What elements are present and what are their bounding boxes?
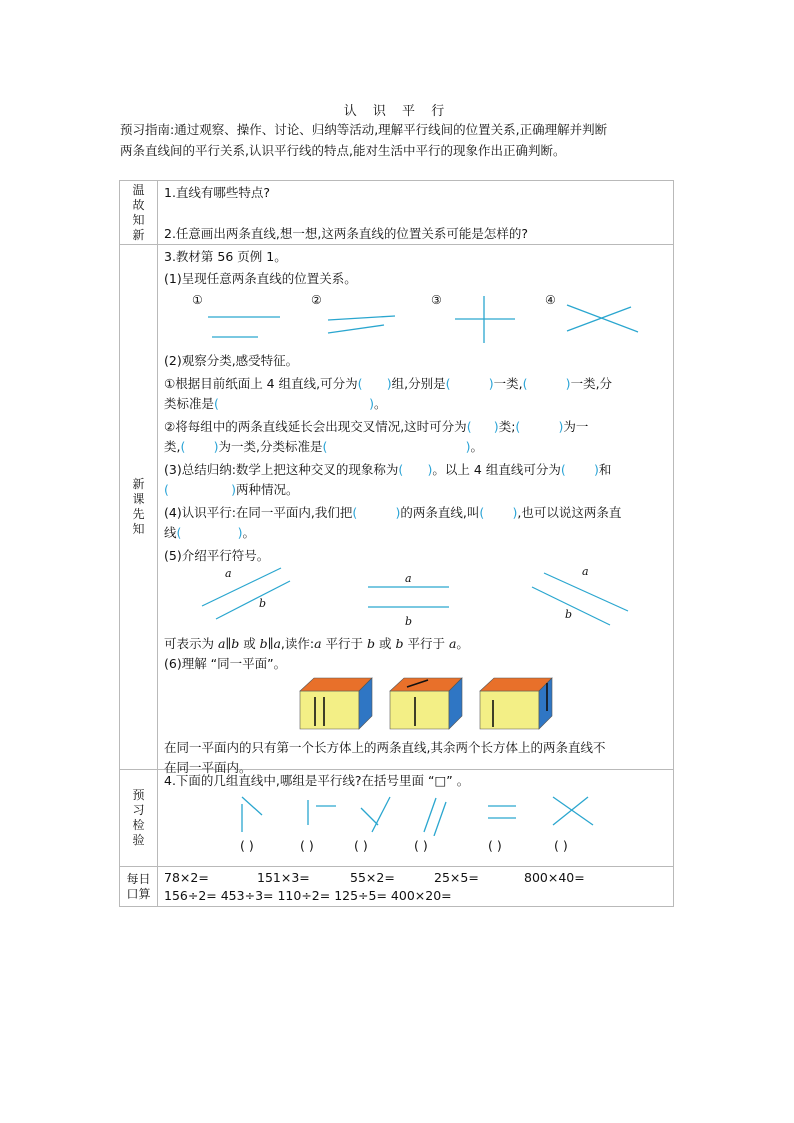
blank-case-a[interactable]: ( ) — [560, 462, 599, 477]
calc-row-2: 156÷2= 453÷3= 110÷2= 125÷5= 400×20= — [164, 888, 452, 903]
review-question-2: 2.任意画出两条直线,想一想,这两条直线的位置关系可能是怎样的? — [164, 226, 529, 241]
blank-parallel-relation[interactable]: ( ) — [176, 525, 243, 540]
blank-case-b[interactable]: ( ) — [164, 482, 236, 497]
step-5-heading: (5)介绍平行符号。 — [164, 548, 270, 563]
pair-mark-1: ① — [192, 293, 203, 307]
review-cell — [158, 181, 674, 245]
cuboid-1 — [300, 678, 372, 729]
calc-item-4: 25×5= — [434, 870, 479, 885]
same-plane-explanation-2: 在同一平面内。 — [164, 760, 252, 775]
cuboid-3 — [480, 678, 552, 729]
slanted-line-a — [202, 568, 281, 606]
cuboids-figure — [158, 673, 675, 737]
blank-extend-class-a[interactable]: ( ) — [515, 419, 564, 434]
answer-bracket-1[interactable]: ( ) — [240, 838, 254, 853]
classify-line-2: 类标准是( ) 。 — [164, 396, 387, 411]
pair2-line-bottom — [328, 325, 384, 333]
blank-extend-count[interactable]: ( ) — [466, 419, 499, 434]
slanted-line-b — [216, 581, 290, 619]
example-heading: 3.教材第 56 页例 1。 — [164, 249, 287, 264]
summary-line-2: ( ) 两种情况。 — [164, 482, 299, 497]
group3-line-1 — [361, 808, 378, 825]
label-b-2: b — [405, 615, 413, 628]
parallel-symbol-figure — [158, 563, 675, 633]
preview-guide-line2: 两条直线间的平行关系,认识平行线的特点,能对生活中平行的现象作出正确判断。 — [120, 143, 566, 158]
classify-line-1: ①根据目前纸面上 4 组直线,可分为( ) 组,分别是( ) 一类,( ) 一类,分 — [164, 376, 613, 391]
lesson-table — [119, 180, 674, 907]
blank-category-b[interactable]: ( ) — [522, 376, 571, 391]
extend-line-1: ②将每组中的两条直线延长会出现交叉情况,这时可分为( ) 类;( ) 为一 — [164, 419, 589, 434]
pair2-line-top — [328, 316, 395, 320]
section-label-new: 新课先知 — [120, 245, 158, 770]
line-pairs-figure — [158, 291, 675, 349]
parallel-definition-line-2: 线( ) 。 — [164, 525, 256, 540]
answer-bracket-6[interactable]: ( ) — [554, 838, 568, 853]
group4-line-1 — [424, 798, 436, 832]
label-a-3: a — [582, 565, 589, 578]
blank-parallel-term[interactable]: ( ) — [479, 505, 518, 520]
group4-line-2 — [434, 802, 446, 836]
pair-mark-3: ③ — [431, 293, 442, 307]
new-lesson-cell — [158, 245, 674, 775]
blank-classify-standard[interactable]: ( ) — [214, 396, 375, 411]
answer-bracket-3[interactable]: ( ) — [354, 838, 368, 853]
blank-extend-standard[interactable]: ( ) — [322, 439, 471, 454]
cuboid-2 — [390, 678, 462, 729]
step-1-heading: (1)呈现任意两条直线的位置关系。 — [164, 271, 357, 286]
section-label-review: 温故知新 — [120, 181, 158, 245]
answer-bracket-5[interactable]: ( ) — [488, 838, 502, 853]
group3-line-2 — [372, 797, 390, 832]
calc-item-3: 55×2= — [350, 870, 395, 885]
daily-calc-cell — [158, 867, 674, 907]
label-a-2: a — [405, 572, 412, 585]
calc-item-2: 151×3= — [257, 870, 310, 885]
blank-definition-condition[interactable]: ( ) — [352, 505, 401, 520]
label-b-1: b — [259, 597, 267, 610]
preview-guide-line1: 预习指南:通过观察、操作、讨论、归纳等活动,理解平行线间的位置关系,正确理解并判断 — [120, 122, 608, 137]
answer-bracket-4[interactable]: ( ) — [414, 838, 428, 853]
section-label-daily: 每日口算 — [120, 867, 158, 907]
blank-intersect-term[interactable]: ( ) — [398, 462, 433, 477]
step-2-heading: (2)观察分类,感受特征。 — [164, 353, 299, 368]
check-cell — [158, 770, 674, 867]
descending-line-a — [544, 573, 628, 611]
calc-item-5: 800×40= — [524, 870, 585, 885]
blank-group-count[interactable]: ( ) — [357, 376, 392, 391]
review-question-1: 1.直线有哪些特点? — [164, 185, 271, 200]
blank-extend-class-b[interactable]: ( ) — [180, 439, 219, 454]
label-b-3: b — [565, 608, 573, 621]
section-label-check: 预习检验 — [120, 770, 158, 867]
pair4-line-2 — [567, 307, 631, 331]
same-plane-explanation-1: 在同一平面内的只有第一个长方体上的两条直线,其余两个长方体上的两条直线不 — [164, 740, 606, 755]
step-6-heading: (6)理解 “同一平面”。 — [164, 656, 287, 671]
extend-line-2: 类,( ) 为一类,分类标准是( ) 。 — [164, 439, 483, 454]
page-title: 认 识 平 行 — [343, 104, 451, 119]
parallel-notation-line: 可表示为 a∥b 或 b∥a,读作:a 平行于 b 或 b 平行于 a。 — [164, 636, 469, 651]
blank-category-a[interactable]: ( ) — [445, 376, 494, 391]
check-question: 4.下面的几组直线中,哪组是平行线?在括号里面 “□” 。 — [164, 773, 470, 788]
answer-bracket-2[interactable]: ( ) — [300, 838, 314, 853]
summary-line-1: (3)总结归纳:数学上把这种交叉的现象称为( ) 。以上 4 组直线可分为( ) 和 — [164, 462, 612, 477]
parallel-definition-line-1: (4)认识平行:在同一平面内,我们把( ) 的两条直线,叫( ) ,也可以说这两条直 — [164, 505, 622, 520]
pair-mark-4: ④ — [545, 293, 556, 307]
calc-item-1: 78×2= — [164, 870, 209, 885]
group1-slanted — [242, 797, 262, 815]
pair-mark-2: ② — [311, 293, 322, 307]
check-line-groups — [158, 792, 675, 836]
label-a-1: a — [225, 567, 232, 580]
